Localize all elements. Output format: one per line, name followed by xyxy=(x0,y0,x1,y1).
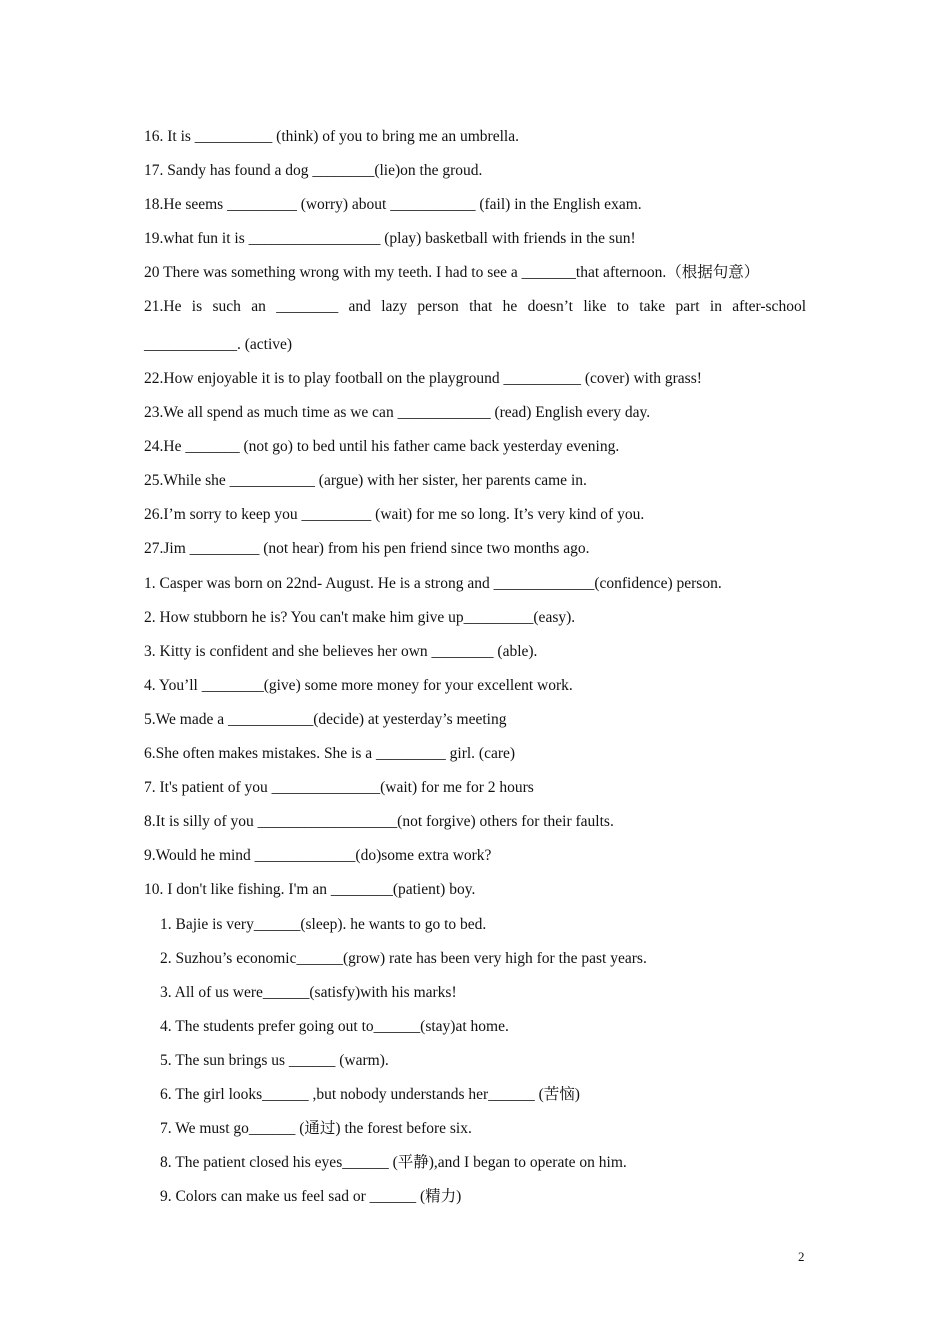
exercise-c9: 9. Colors can make us feel sad or ______ (精力) xyxy=(160,1188,462,1205)
exercise-b7: 7. It's patient of you ______________(wait) for me for 2 hours xyxy=(144,779,534,796)
exercise-16: 16. It is __________ (think) of you to bring me an umbrella. xyxy=(144,128,519,145)
exercise-b2: 2. How stubborn he is? You can't make him give up_________(easy). xyxy=(144,609,576,626)
exercise-26: 26.I’m sorry to keep you _________ (wait) for me so long. It’s very kind of you. xyxy=(144,506,645,523)
exercise-19: 19.what fun it is _________________ (play) basketball with friends in the sun! xyxy=(144,230,636,247)
exercise-b5: 5.We made a ___________(decide) at yesterday’s meeting xyxy=(144,711,507,728)
exercise-c8: 8. The patient closed his eyes______ (平静),and I began to operate on him. xyxy=(160,1154,627,1171)
exercise-22: 22.How enjoyable it is to play football on the playground __________ (cover) with grass! xyxy=(144,370,702,387)
exercise-b6: 6.She often makes mistakes. She is a _________ girl. (care) xyxy=(144,745,516,762)
exercise-b8: 8.It is silly of you __________________(not forgive) others for their faults. xyxy=(144,813,614,830)
exercise-c5: 5. The sun brings us ______ (warm). xyxy=(160,1052,389,1069)
exercise-23: 23.We all spend as much time as we can ____________ (read) English every day. xyxy=(144,404,651,421)
exercise-b9: 9.Would he mind _____________(do)some extra work? xyxy=(144,847,492,864)
exercise-c6: 6. The girl looks______ ,but nobody understands her______ (苦恼) xyxy=(160,1086,580,1103)
page-number: 2 xyxy=(798,1249,805,1264)
exercise-b3: 3. Kitty is confident and she believes her own ________ (able). xyxy=(144,643,538,660)
exercise-20: 20 There was something wrong with my teeth. I had to see a _______that afternoon.（根据句意） xyxy=(144,264,760,281)
exercise-25: 25.While she ___________ (argue) with her sister, her parents came in. xyxy=(144,472,587,489)
exercise-24: 24.He _______ (not go) to bed until his father came back yesterday evening. xyxy=(144,438,620,455)
exercise-17: 17. Sandy has found a dog ________(lie)on the groud. xyxy=(144,162,483,179)
exercise-c7: 7. We must go______ (通过) the forest before six. xyxy=(160,1120,472,1137)
exercise-21-continued: ____________. (active) xyxy=(144,336,293,353)
exercise-27: 27.Jim _________ (not hear) from his pen friend since two months ago. xyxy=(144,540,590,557)
exercise-b4: 4. You’ll ________(give) some more money for your excellent work. xyxy=(144,677,573,694)
exercise-b10: 10. I don't like fishing. I'm an ________(patient) boy. xyxy=(144,881,476,898)
exercise-c2: 2. Suzhou’s economic______(grow) rate has been very high for the past years. xyxy=(160,950,647,967)
exercise-c1: 1. Bajie is very______(sleep). he wants to go to bed. xyxy=(160,916,487,933)
exercise-21: 21.He is such an ________ and lazy person that he doesn’t like to take part in after-school xyxy=(144,298,806,315)
exercise-b1: 1. Casper was born on 22nd- August. He is a strong and _____________(confidence) person. xyxy=(144,575,722,592)
exercise-c4: 4. The students prefer going out to______(stay)at home. xyxy=(160,1018,509,1035)
exercise-c3: 3. All of us were______(satisfy)with his marks! xyxy=(160,984,457,1001)
exercise-18: 18.He seems _________ (worry) about ___________ (fail) in the English exam. xyxy=(144,196,642,213)
